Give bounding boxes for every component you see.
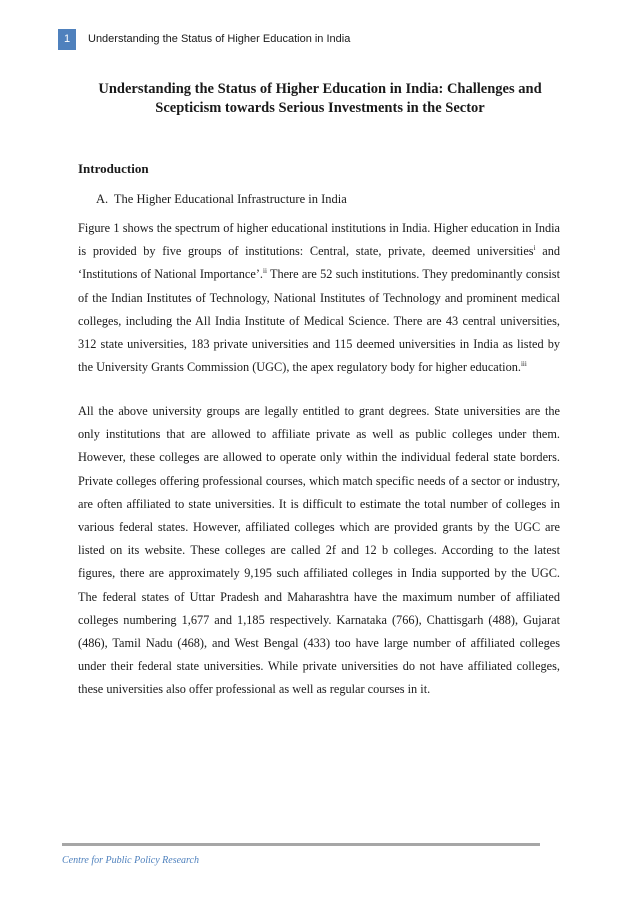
paragraph-1-part-1: Figure 1 shows the spectrum of higher educational institutions in India. Higher education in India is provided by five groups of institutions: Central, state, private, deemed universities bbox=[78, 221, 560, 259]
section-heading: Introduction bbox=[78, 161, 149, 176]
paragraph-1-part-2: and ‘Institutions of National Importance’. bbox=[78, 244, 560, 282]
endnote-ref-2[interactable]: ii bbox=[263, 267, 267, 276]
running-title: Understanding the Status of Higher Education in India bbox=[88, 33, 351, 45]
document-title: Understanding the Status of Higher Education in India: Challenges and Scepticism towards Serious Investments in the Sector bbox=[98, 81, 542, 116]
endnote-ref-3[interactable]: iii bbox=[520, 360, 527, 369]
footer-rule bbox=[62, 843, 540, 846]
paragraph-2: All the above university groups are legally entitled to grant degrees. State universities are the only institutions that are allowed to affiliate private as well as public colleges under them. However, these colleges are allowed to operate only within the individual federal state borders. Private colleges offering professional courses, which match specific needs of a sector or industry, are often affiliated to state universities. It is difficult to estimate the total number of colleges in various federal states. However, affiliated colleges which are provided grants by the UGC are listed on its website. These colleges are called 2f and 12 b colleges. According to the latest figures, there are approximately 9,195 such affiliated colleges in India supported by the UGC. The federal states of Uttar Pradesh and Maharashtra have the maximum number of affiliated colleges numbering 1,677 and 1,185 respectively. Karnataka (766), Chattisgarh (488), Gujarat (486), Tamil Nadu (468), and West Bengal (433) too have large number of affiliated colleges under their federal state universities. While private universities do not have affiliated colleges, these universities also offer professional as well as regular courses in it. bbox=[78, 404, 560, 697]
endnote-ref-1[interactable]: i bbox=[533, 244, 536, 253]
paragraph-1-part-3: There are 52 such institutions. They predominantly consist of the Indian Institutes of Technology, National Institutes of Technology and prominent medical colleges, including the All India Institute of Medical Science. There are 43 central universities, 312 state universities, 183 private universities and 115 deemed universities in India as listed by the University Grants Commission (UGC), the apex regulatory body for higher education. bbox=[78, 267, 561, 375]
subsection-text: The Higher Educational Infrastructure in India bbox=[113, 192, 347, 206]
page-number: 1 bbox=[58, 29, 76, 50]
subsection-label: A. bbox=[96, 192, 109, 206]
page-header bbox=[0, 29, 638, 50]
subsection-heading bbox=[96, 192, 347, 207]
paragraph-1 bbox=[78, 217, 560, 379]
footer-organization: Centre for Public Policy Research bbox=[62, 855, 199, 866]
